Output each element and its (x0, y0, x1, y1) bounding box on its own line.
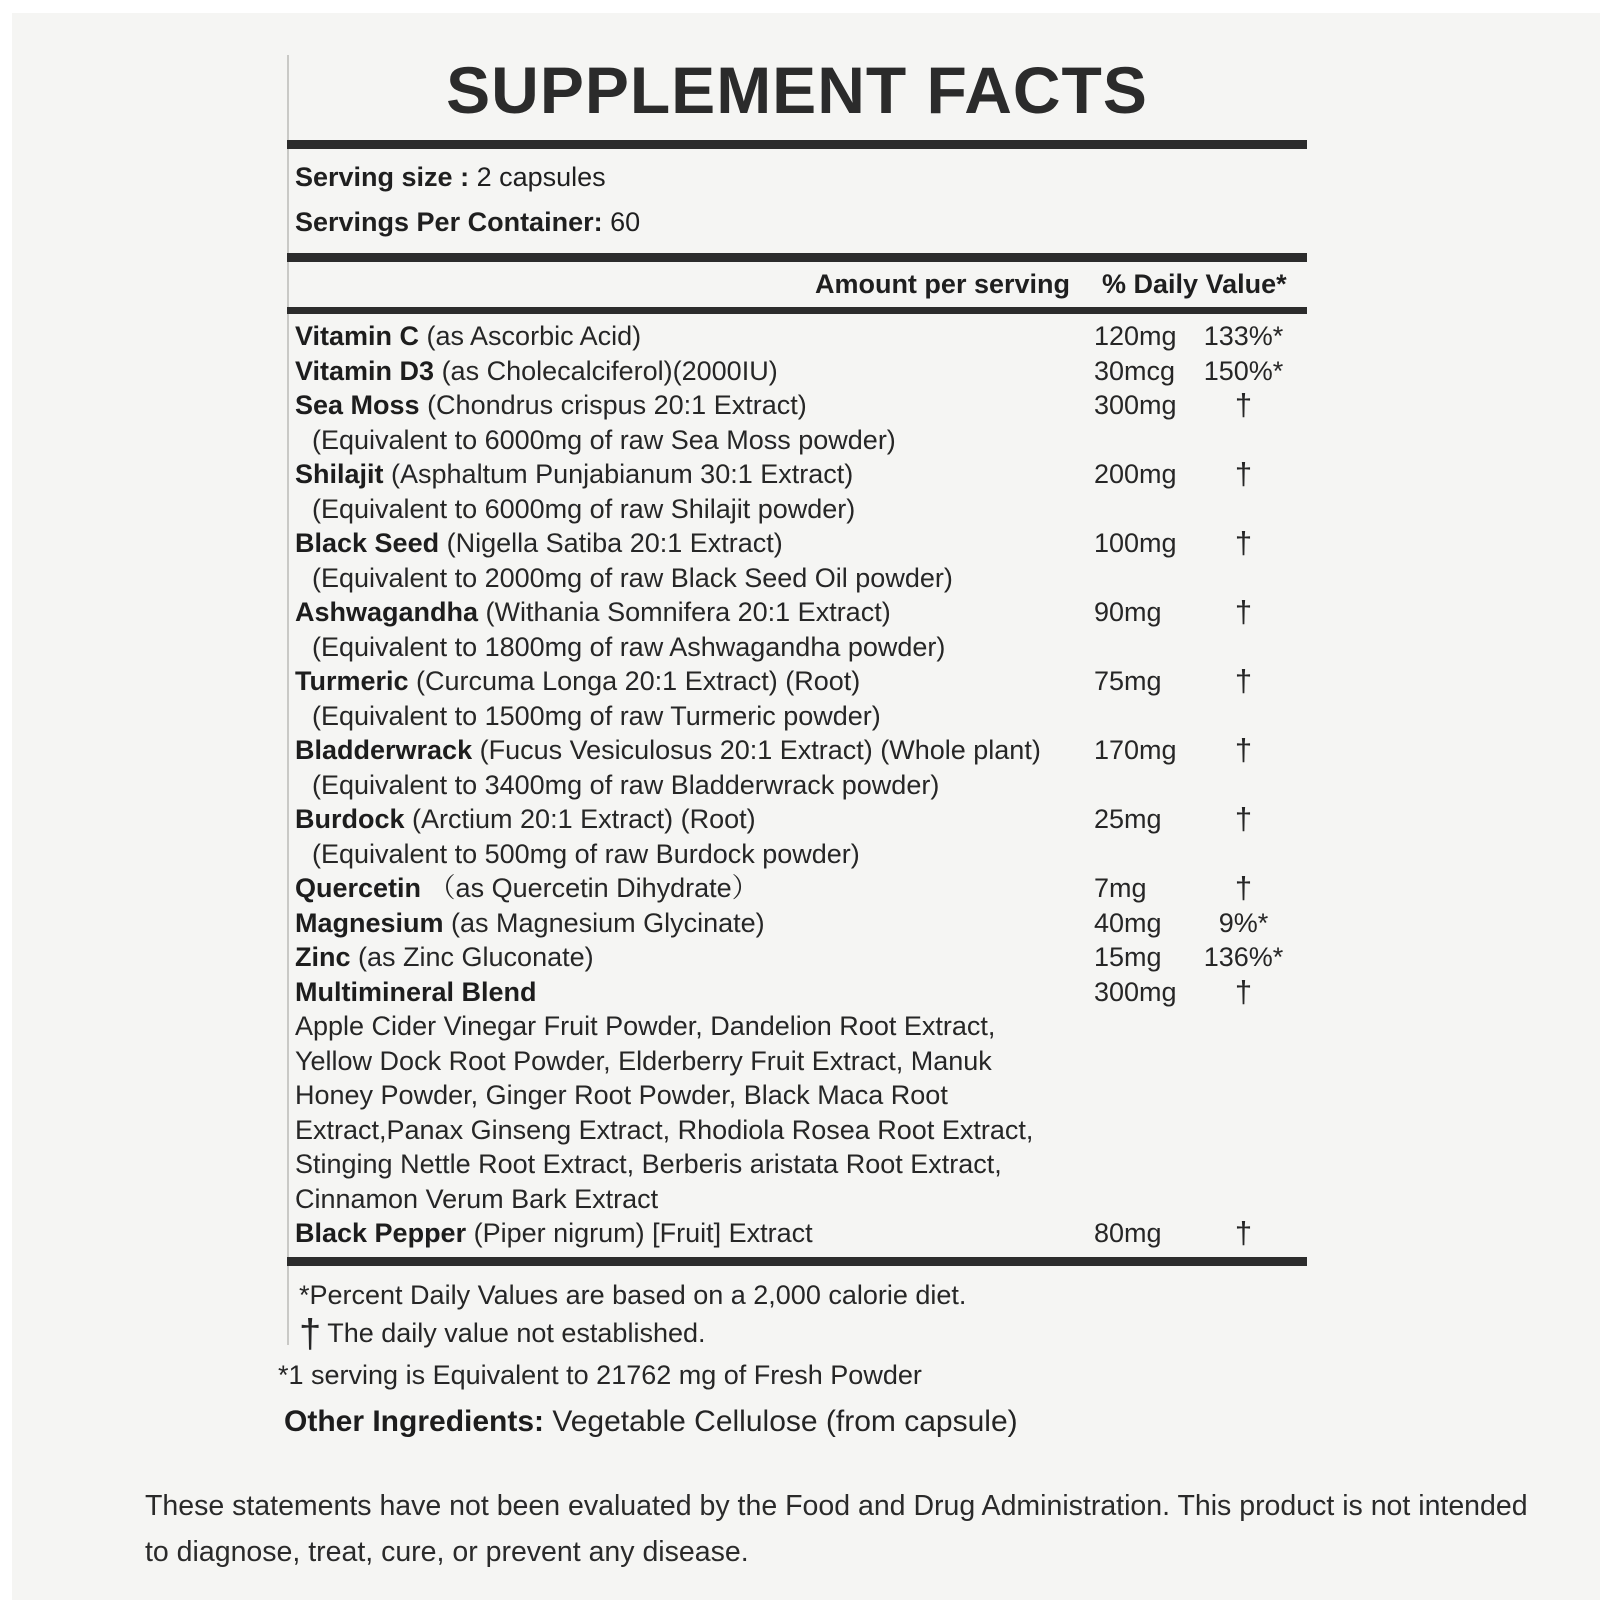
ingredient-name: Bladderwrack (Fucus Vesiculosus 20:1 Extract) (Whole plant) (295, 735, 1041, 765)
ingredient-amount: 30mcg (1094, 355, 1176, 386)
ingredient-daily-value: † (1234, 456, 1253, 491)
ingredient-row (295, 457, 1307, 492)
footnote-percent-daily-value: *Percent Daily Values are based on a 2,000 calorie diet. (299, 1279, 967, 1310)
amount-column-header: Amount per serving (814, 269, 1070, 299)
ingredient-amount: 120mg (1094, 321, 1177, 351)
other-ingredients-line (284, 1405, 1018, 1439)
servings-per-container-value: 60 (610, 207, 641, 237)
ingredient-subline: Yellow Dock Root Powder, Elderberry Fruit Extract, Manuk (295, 1045, 992, 1076)
ingredient-name: Shilajit (Asphaltum Punjabianum 30:1 Extract) (295, 459, 854, 489)
ingredient-name: Burdock (Arctium 20:1 Extract) (Root) (295, 804, 756, 834)
ingredient-amount: 170mg (1094, 735, 1177, 765)
ingredient-name: Magnesium (as Magnesium Glycinate) (295, 907, 765, 938)
serving-size-line (295, 155, 1307, 200)
divider-bar-top (287, 140, 1307, 149)
fda-disclaimer (145, 1483, 1545, 1575)
ingredient-daily-value: † (1234, 387, 1253, 422)
serving-size-value: 2 capsules (476, 162, 606, 192)
ingredient-daily-value: 136%* (1203, 942, 1284, 972)
ingredient-daily-value: 150%* (1203, 355, 1284, 386)
ingredient-amount: 75mg (1094, 666, 1162, 696)
ingredient-subline: (Equivalent to 6000mg of raw Sea Moss powder) (312, 424, 896, 455)
ingredient-row (295, 595, 1307, 630)
ingredient-amount: 7mg (1094, 873, 1147, 903)
ingredient-amount: 15mg (1094, 942, 1162, 972)
supplement-facts-panel (287, 40, 1307, 1356)
ingredient-row (295, 388, 1307, 423)
ingredient-amount: 90mg (1094, 597, 1162, 627)
ingredient-name: Black Seed (Nigella Satiba 20:1 Extract) (295, 528, 783, 558)
ingredient-subline: Apple Cider Vinegar Fruit Powder, Dandelion Root Extract, (295, 1011, 996, 1041)
ingredient-row (295, 802, 1307, 837)
ingredient-name: Black Pepper (Piper nigrum) [Fruit] Extract (295, 1218, 813, 1248)
ingredient-name: Ashwagandha (Withania Somnifera 20:1 Extract) (295, 597, 891, 627)
ingredient-daily-value: † (1234, 732, 1253, 767)
serving-size-label: Serving size : (295, 162, 470, 192)
daily-value-column-header: % Daily Value* (1102, 269, 1287, 299)
divider-bar-bottom (287, 1257, 1307, 1266)
ingredient-daily-value: † (1234, 663, 1253, 698)
ingredient-amount: 100mg (1094, 528, 1177, 558)
ingredient-row (295, 733, 1307, 768)
ingredient-subline: (Equivalent to 500mg of raw Burdock powder) (312, 838, 860, 869)
ingredient-daily-value: † (1234, 525, 1253, 560)
ingredient-daily-value: 9%* (1218, 907, 1269, 938)
ingredient-row (295, 526, 1307, 561)
ingredient-name: Multimineral Blend (295, 976, 537, 1007)
ingredient-row (295, 354, 1307, 389)
divider-bar-header (287, 307, 1307, 314)
ingredient-name: Vitamin D3 (as Cholecalciferol)(2000IU) (295, 355, 778, 386)
ingredient-daily-value: † (1234, 594, 1253, 629)
ingredient-subline: (Equivalent to 1800mg of raw Ashwagandha powder) (312, 631, 946, 662)
ingredient-name: Turmeric (Curcuma Longa 20:1 Extract) (Root) (295, 666, 861, 696)
ingredient-subline: (Equivalent to 2000mg of raw Black Seed Oil powder) (312, 562, 953, 593)
ingredient-rows (287, 314, 1307, 1257)
ingredient-row (295, 664, 1307, 699)
serving-equivalent-note: *1 serving is Equivalent to 21762 mg of Fresh Powder (278, 1360, 922, 1390)
ingredient-amount: 25mg (1094, 804, 1162, 834)
ingredient-row (295, 940, 1307, 975)
ingredient-daily-value: 133%* (1203, 321, 1284, 351)
ingredient-subline: (Equivalent to 1500mg of raw Turmeric powder) (312, 700, 881, 731)
ingredient-name: Sea Moss (Chondrus crispus 20:1 Extract) (295, 390, 807, 420)
dagger-symbol: † (299, 1311, 322, 1356)
ingredient-subline: (Equivalent to 3400mg of raw Bladderwrack powder) (312, 769, 940, 800)
footnotes (287, 1266, 1307, 1356)
ingredient-name: Quercetin （as Quercetin Dihydrate） (295, 873, 759, 903)
servings-per-container-label: Servings Per Container: (295, 207, 603, 237)
panel-title: SUPPLEMENT FACTS (446, 53, 1148, 127)
ingredient-daily-value: † (1234, 801, 1253, 836)
ingredient-row (295, 319, 1307, 354)
ingredient-amount: 200mg (1094, 459, 1177, 489)
ingredient-amount: 40mg (1094, 907, 1162, 938)
other-ingredients-value: Vegetable Cellulose (from capsule) (552, 1405, 1018, 1438)
ingredient-subline: Honey Powder, Ginger Root Powder, Black Maca Root (295, 1080, 948, 1110)
ingredient-amount: 80mg (1094, 1218, 1162, 1248)
ingredient-amount: 300mg (1094, 976, 1177, 1007)
ingredient-subline: Extract,Panax Ginseng Extract, Rhodiola Rosea Root Extract, (295, 1114, 1034, 1145)
ingredient-name: Vitamin C (as Ascorbic Acid) (295, 321, 642, 351)
servings-per-container-line (295, 200, 1307, 245)
ingredient-daily-value: † (1234, 973, 1253, 1009)
ingredient-subline: (Equivalent to 6000mg of raw Shilajit powder) (312, 493, 856, 524)
ingredient-row (295, 1216, 1307, 1251)
ingredient-subline: Stinging Nettle Root Extract, Berberis aristata Root Extract, (295, 1149, 1002, 1179)
footnote-daily-value-not-established (299, 1311, 1307, 1356)
divider-bar-mid (287, 253, 1307, 262)
ingredient-daily-value: † (1234, 1215, 1253, 1250)
serving-info (287, 149, 1307, 253)
ingredient-name: Zinc (as Zinc Gluconate) (295, 942, 594, 972)
columns-header (287, 262, 1307, 307)
fda-disclaimer-line: to diagnose, treat, cure, or prevent any disease. (145, 1536, 749, 1568)
ingredient-subline: Cinnamon Verum Bark Extract (295, 1183, 659, 1214)
ingredient-amount: 300mg (1094, 390, 1177, 420)
fda-disclaimer-line: These statements have not been evaluated by the Food and Drug Administration. This product is not intended (145, 1490, 1528, 1522)
ingredient-row (295, 871, 1307, 906)
other-ingredients-label: Other Ingredients: (284, 1405, 545, 1438)
ingredient-row (295, 975, 1307, 1010)
footnote-dagger-text: The daily value not established. (327, 1317, 706, 1348)
ingredient-daily-value: † (1234, 870, 1253, 905)
ingredient-row (295, 906, 1307, 941)
